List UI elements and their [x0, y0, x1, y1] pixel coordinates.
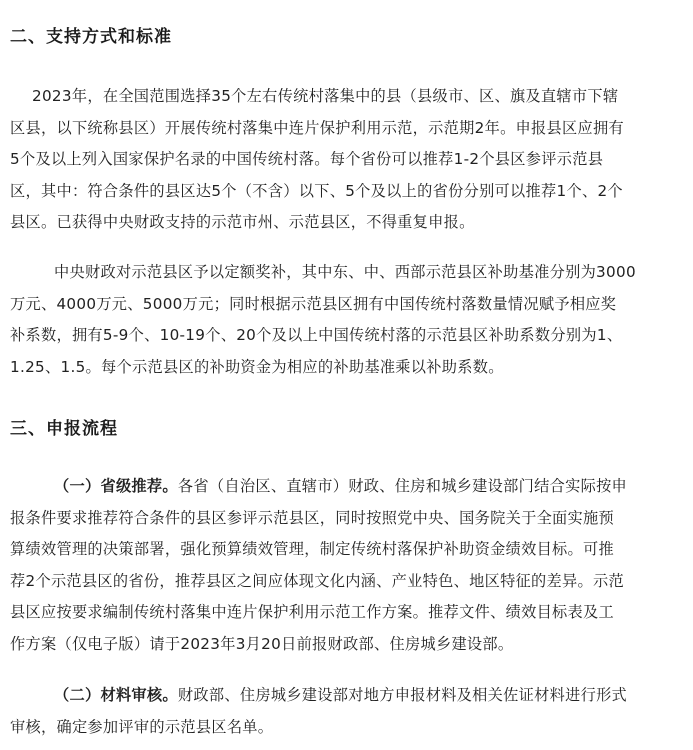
- paragraph-line: 算绩效管理的决策部署，强化预算绩效管理，制定传统村落保护补助资金绩效目标。可推: [10, 540, 615, 558]
- paragraph-line: 作方案（仅电子版）请于2023年3月20日前报财政部、住房城乡建设部。: [10, 634, 514, 653]
- paragraph-line: 县区应按要求编制传统村落集中连片保护利用示范工作方案。推荐文件、绩效目标表及工: [10, 603, 615, 621]
- section-3-paragraph-1: [10, 471, 685, 660]
- paragraph-line: 审核，确定参加评审的示范县区名单。: [10, 717, 274, 736]
- paragraph-text: 财政部、住房城乡建设部对地方申报材料及相关佐证材料进行形式: [177, 686, 628, 704]
- paragraph-line: 报条件要求推荐符合条件的县区参评示范县区，同时按照党中央、国务院关于全面实施预: [10, 508, 615, 527]
- paragraph-line: 中央财政对示范县区予以定额奖补，其中东、中、西部示范县区补助基准分别为3000: [54, 263, 636, 281]
- provincial-recommendation-label: （一）省级推荐。: [54, 477, 178, 495]
- paragraph-line: 5个及以上列入国家保护名录的中国传统村落。每个省份可以推荐1-2个县区参评示范县: [10, 150, 604, 168]
- paragraph-line: 2023年，在全国范围选择35个左右传统村落集中的县（县级市、区、旗及直辖市下辖: [32, 87, 619, 105]
- paragraph-line: [10, 471, 685, 503]
- paragraph-line: 县区。已获得中央财政支持的示范市州、示范县区，不得重复申报。: [10, 213, 475, 231]
- section-3-paragraph-2: [10, 680, 685, 743]
- paragraph-line: 区县，以下统称县区）开展传统村落集中连片保护利用示范，示范期2年。申报县区应拥有: [10, 118, 624, 137]
- section-2-paragraph-1: [10, 81, 685, 239]
- paragraph-line: 1.25、1.5。每个示范县区的补助资金为相应的补助基准乘以补助系数。: [10, 357, 504, 376]
- material-review-label: （二）材料审核。: [54, 686, 178, 704]
- section-2-heading: 二、支持方式和标准: [10, 27, 172, 47]
- paragraph-line: 区，其中：符合条件的县区达5个（不含）以下、5个及以上的省份分别可以推荐1个、2个: [10, 181, 623, 200]
- paragraph-text: 各省（自治区、直辖市）财政、住房和城乡建设部门结合实际按申: [177, 477, 628, 495]
- paragraph-line: 万元、4000万元、5000万元；同时根据示范县区拥有中国传统村落数量情况赋予相应奖: [10, 294, 617, 313]
- paragraph-line: 补系数，拥有5-9个、10-19个、20个及以上中国传统村落的示范县区补助系数分别为1、: [10, 326, 623, 344]
- section-2-paragraph-2: [10, 257, 685, 383]
- paragraph-line: 荐2个示范县区的省份，推荐县区之间应体现文化内涵、产业特色、地区特征的差异。示范: [10, 571, 624, 590]
- paragraph-line: [10, 680, 685, 712]
- section-3-heading: 三、申报流程: [10, 419, 118, 439]
